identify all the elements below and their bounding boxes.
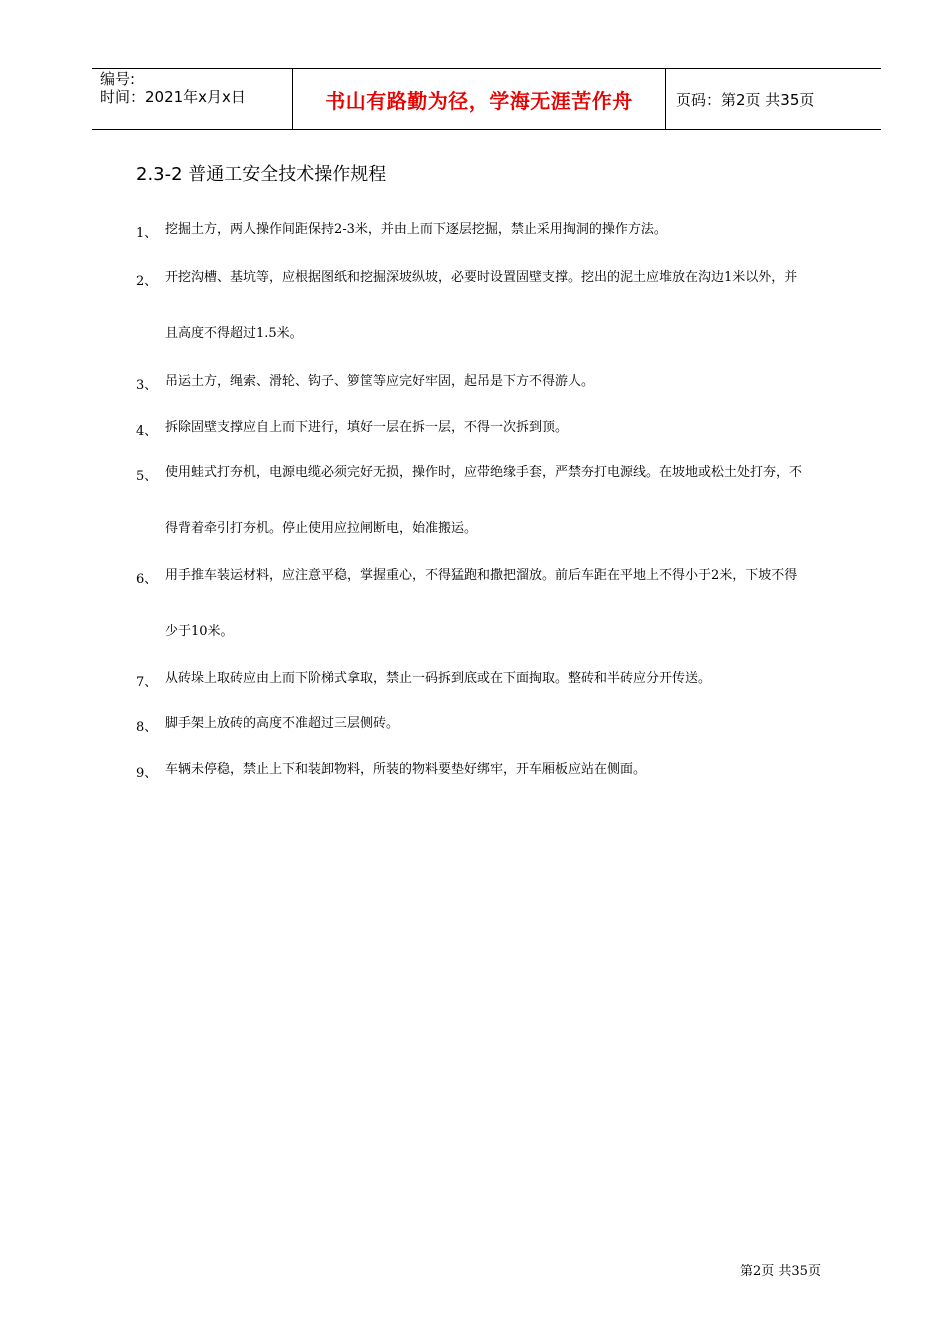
page-footer: 第2页 共35页 <box>740 1264 821 1279</box>
list-item-number: 3、 <box>136 378 158 393</box>
page-header <box>92 68 881 130</box>
motto-text: 书山有路勤为径，学海无涯苦作舟 <box>325 88 633 113</box>
list-item-number: 9、 <box>136 766 158 781</box>
list-item-text: 吊运土方，绳索、滑轮、钩子、箩筐等应完好牢固，起吊是下方不得游人。 <box>165 374 595 389</box>
header-motto-cell <box>293 69 666 129</box>
list-item-number: 5、 <box>136 469 158 484</box>
list-item-text: 脚手架上放砖的高度不准超过三层侧砖。 <box>165 716 400 731</box>
list-item-text: 车辆未停稳，禁止上下和装卸物料，所装的物料要垫好绑牢，开车厢板应站在侧面。 <box>165 762 647 777</box>
list-item-text: 用手推车装运材料，应注意平稳，掌握重心，不得猛跑和撒把溜放。前后车距在平地上不得小于2米，下坡不得 <box>165 568 798 583</box>
code-label: 编号: <box>100 70 136 88</box>
list-item-number: 7、 <box>136 675 158 690</box>
list-item-text: 开挖沟槽、基坑等，应根据图纸和挖掘深坡纵坡，必要时设置固壁支撑。挖出的泥土应堆放在沟边1米以外，并 <box>165 270 798 285</box>
header-meta-cell <box>92 69 293 129</box>
list-item-number: 8、 <box>136 720 158 735</box>
list-item-text: 少于10米。 <box>165 624 234 639</box>
list-item-number: 2、 <box>136 274 158 289</box>
section-title: 2.3-2 普通工安全技术操作规程 <box>136 164 387 185</box>
list-item-number: 4、 <box>136 424 158 439</box>
list-item-text: 使用蛙式打夯机，电源电缆必须完好无损，操作时，应带绝缘手套，严禁夯打电源线。在坡地或松土处打夯，不 <box>165 465 803 480</box>
time-label: 时间：2021年x月x日 <box>100 88 246 106</box>
list-item-text: 且高度不得超过1.5米。 <box>165 326 303 341</box>
list-item-text: 拆除固壁支撑应自上而下进行，填好一层在拆一层，不得一次拆到顶。 <box>165 420 569 435</box>
list-item-text: 挖掘土方，两人操作间距保持2-3米，并由上而下逐层挖掘，禁止采用掏洞的操作方法。 <box>165 222 667 237</box>
list-item-number: 1、 <box>136 226 158 241</box>
list-item-text: 得背着牵引打夯机。停止使用应拉闸断电，始准搬运。 <box>165 521 478 536</box>
header-page-cell <box>666 69 881 129</box>
page-info: 页码：第2页 共35页 <box>676 90 815 109</box>
list-item-text: 从砖垛上取砖应由上而下阶梯式拿取，禁止一码拆到底或在下面掏取。整砖和半砖应分开传送。 <box>165 671 712 686</box>
list-item-number: 6、 <box>136 572 158 587</box>
